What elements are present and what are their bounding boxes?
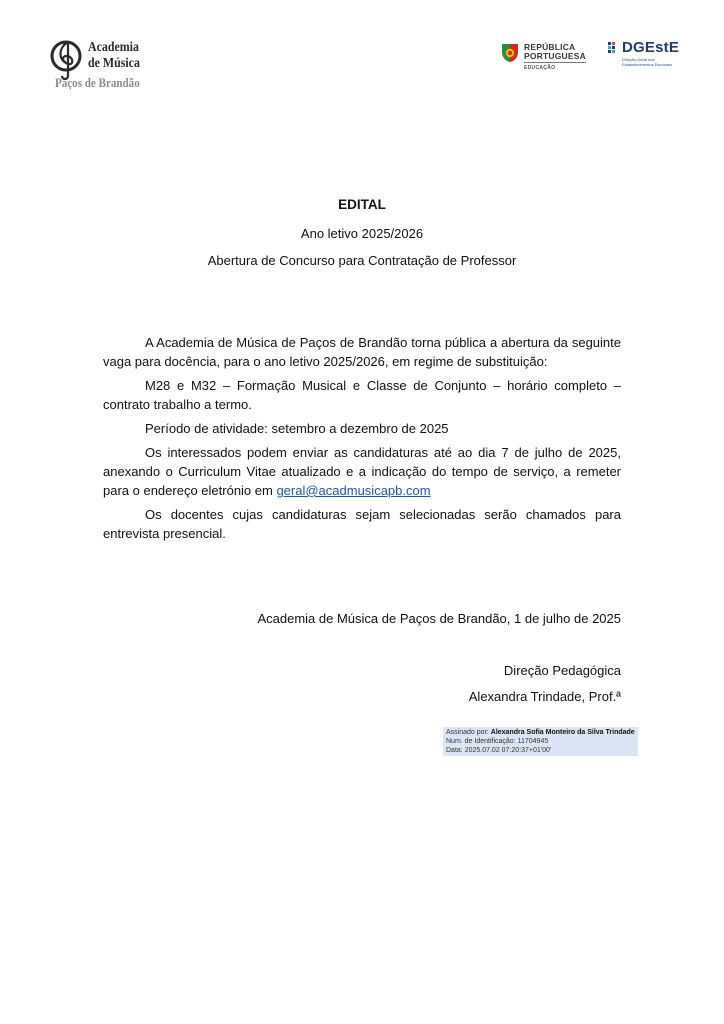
republica-line2: PORTUGUESA <box>524 51 586 61</box>
place-date: Academia de Música de Paços de Brandão, 1 de julho de 2025 <box>257 611 621 626</box>
dgeste-sub2: Estabelecimentos Escolares <box>622 62 673 67</box>
date-label: Data: <box>446 747 463 754</box>
academia-logo-line3: Paços de Brandão <box>55 75 140 90</box>
dgeste-logo <box>608 40 688 72</box>
id-value: 11704945 <box>517 738 549 745</box>
id-label: Num. de Identificação: <box>446 738 516 745</box>
document-year: Ano letivo 2025/2026 <box>300 226 424 241</box>
body-paragraph-4 <box>103 443 621 500</box>
digital-signature-line3 <box>446 746 635 755</box>
dgeste-mark <box>608 42 620 56</box>
treble-clef-icon <box>50 38 84 80</box>
academia-logo <box>50 38 150 94</box>
digital-signature-line1 <box>446 728 635 737</box>
signed-by-value: Alexandra Sofia Monteiro da Silva Trindade <box>490 729 635 736</box>
academia-logo-line2: de Música <box>88 56 140 71</box>
republica-line3: EDUCAÇÃO <box>524 65 556 71</box>
republica-line1: REPÚBLICA <box>524 42 576 52</box>
document-title: EDITAL <box>338 197 386 212</box>
republica-portuguesa-logo <box>500 40 600 72</box>
digital-signature-line2 <box>446 737 635 746</box>
body-paragraph-2: M28 e M32 – Formação Musical e Classe de Conjunto – horário completo – contrato trabalho a termo. <box>103 378 621 412</box>
academia-logo-line1: Academia <box>88 40 139 55</box>
document-body <box>103 333 621 548</box>
republica-divider <box>524 62 586 63</box>
signed-by-label: Assinado por: <box>446 729 489 736</box>
dgeste-sub1: Direção-Geral dos <box>622 57 655 62</box>
dgeste-name: DGEstE <box>622 39 680 56</box>
body-paragraph-5: Os docentes cujas candidaturas sejam selecionadas serão chamados para entrevista presencial. <box>103 507 621 541</box>
portuguese-flag-emblem <box>500 42 520 64</box>
body-paragraph-4-text: Os interessados podem enviar as candidaturas até ao dia 7 de julho de 2025, anexando o Curriculum Vitae atualizado e a indicação do tempo de serviço, a remeter para o endereço eletrónio em <box>103 445 621 498</box>
signature-department: Direção Pedagógica <box>503 663 621 678</box>
signature-name: Alexandra Trindade, Prof.ª <box>468 689 621 704</box>
document-subject: Abertura de Concurso para Contratação de Professor <box>207 253 517 268</box>
email-link[interactable]: geral@acadmusicapb.com <box>276 483 431 498</box>
body-paragraph-3: Período de atividade: setembro a dezembro de 2025 <box>145 421 449 436</box>
digital-signature <box>443 727 638 756</box>
body-paragraph-1: A Academia de Música de Paços de Brandão torna pública a abertura da seguinte vaga para docência, para o ano letivo 2025/2026, em regime de substituição: <box>103 335 621 369</box>
date-value: 2025.07.02 07:20:37+01'00' <box>464 747 552 754</box>
